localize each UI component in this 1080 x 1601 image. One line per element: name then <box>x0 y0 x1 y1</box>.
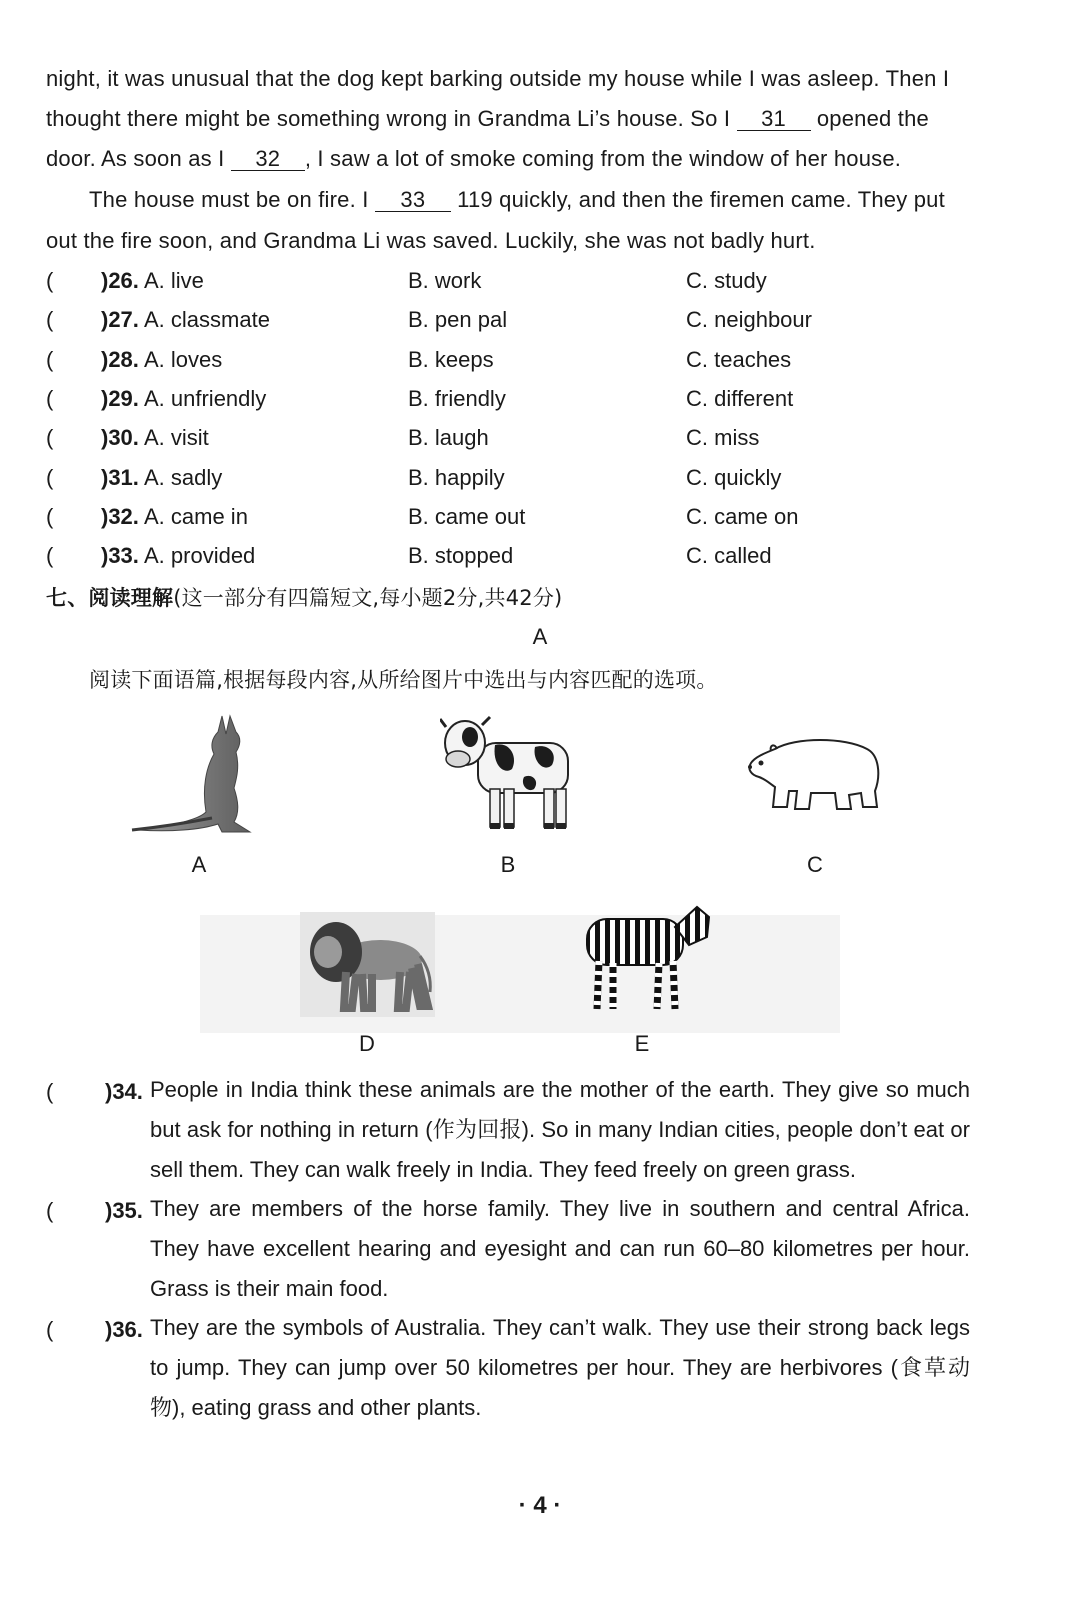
kangaroo-icon <box>130 708 290 843</box>
lion-icon <box>300 912 435 1017</box>
passage-text: door. As soon as I <box>46 146 231 171</box>
option-c: C. came on <box>686 504 799 529</box>
question-row <box>46 425 1046 455</box>
option-b: B. keeps <box>408 347 494 372</box>
section-title: 七、阅读理解 <box>46 586 174 610</box>
blank-31: 31 <box>737 108 811 131</box>
answer-paren[interactable]: ( <box>46 347 54 372</box>
option-b: B. laugh <box>408 425 489 450</box>
option-a: A. sadly <box>144 465 223 490</box>
answer-paren[interactable]: ( <box>46 268 54 293</box>
option-c: C. study <box>686 268 767 293</box>
passage-text: opened the <box>810 106 929 131</box>
question-row <box>46 307 1046 337</box>
option-a: A. live <box>144 268 204 293</box>
question-number: )26. <box>101 268 139 293</box>
question-number: )28. <box>101 347 139 372</box>
question-number: )35. <box>105 1198 143 1223</box>
image-label-d: D <box>359 1031 375 1056</box>
cow-icon <box>440 713 575 833</box>
question-row <box>46 268 1046 298</box>
option-b: B. friendly <box>408 386 506 411</box>
part-label: A <box>532 624 548 649</box>
option-a: A. provided <box>144 543 256 568</box>
option-b: B. work <box>408 268 482 293</box>
question-text: People in India think these animals are the mother of the earth. They give so much but ask for nothing in return (作为回报). So in many Indian cities, people don’t eat or sell them. They can walk freely in India. They feed freely on green grass. <box>150 1077 970 1182</box>
option-b: B. happily <box>408 465 505 490</box>
reading-question-34 <box>46 1079 976 1199</box>
page-number: · 4 · <box>518 1492 562 1519</box>
answer-paren[interactable]: ( <box>46 1317 54 1342</box>
question-number: )36. <box>105 1317 143 1342</box>
option-b: B. came out <box>408 504 526 529</box>
polar-bear-icon <box>745 735 885 815</box>
passage-line-4 <box>89 187 945 213</box>
option-c: C. miss <box>686 425 760 450</box>
answer-paren[interactable]: ( <box>46 1198 54 1223</box>
option-c: C. different <box>686 386 794 411</box>
reading-question-35 <box>46 1198 976 1318</box>
question-number: )27. <box>101 307 139 332</box>
passage-line-5: out the fire soon, and Grandma Li was saved. Luckily, she was not badly hurt. <box>46 228 816 253</box>
reading-question-36 <box>46 1317 976 1437</box>
option-c: C. called <box>686 543 772 568</box>
option-b: B. stopped <box>408 543 514 568</box>
passage-line-2 <box>46 106 929 132</box>
question-row <box>46 347 1046 377</box>
option-c: C. neighbour <box>686 307 812 332</box>
option-c: C. teaches <box>686 347 792 372</box>
answer-paren[interactable]: ( <box>46 465 54 490</box>
question-text: They are members of the horse family. They live in southern and central Africa. They have excellent hearing and eyesight and can run 60–80 kilometres per hour. Grass is their main food. <box>150 1196 970 1301</box>
answer-paren[interactable]: ( <box>46 543 54 568</box>
question-number: )31. <box>101 465 139 490</box>
image-label-b: B <box>500 852 516 877</box>
option-a: A. classmate <box>144 307 270 332</box>
section-subtitle: (这一部分有四篇短文,每小题2分,共42分) <box>173 586 563 610</box>
section-heading <box>46 582 562 612</box>
passage-text: 119 quickly, and then the firemen came. They put <box>450 187 945 212</box>
image-label-e: E <box>634 1031 650 1056</box>
image-label-c: C <box>807 852 823 877</box>
question-number: )30. <box>101 425 139 450</box>
question-number: )34. <box>105 1079 143 1104</box>
answer-paren[interactable]: ( <box>46 386 54 411</box>
passage-text: , I saw a lot of smoke coming from the window of her house. <box>304 146 902 171</box>
photo-backdrop <box>200 915 840 1033</box>
option-a: A. came in <box>144 504 248 529</box>
question-row <box>46 504 1046 534</box>
question-row <box>46 543 1046 573</box>
question-number: )29. <box>101 386 139 411</box>
answer-paren[interactable]: ( <box>46 504 54 529</box>
blank-32: 32 <box>231 148 305 171</box>
option-a: A. loves <box>144 347 223 372</box>
passage-text: thought there might be something wrong in Grandma Li’s house. So I <box>46 106 737 131</box>
option-a: A. unfriendly <box>144 386 267 411</box>
zebra-icon <box>585 905 715 1015</box>
passage-text: The house must be on fire. I <box>89 187 375 212</box>
question-text: They are the symbols of Australia. They can’t walk. They use their strong back legs to jump. They can jump over 50 kilometres per hour. They are herbivores (食草动物), eating grass and other plants. <box>150 1315 970 1420</box>
blank-33: 33 <box>375 189 451 212</box>
question-number: )33. <box>101 543 139 568</box>
question-row <box>46 386 1046 416</box>
passage-line-1: night, it was unusual that the dog kept barking outside my house while I was asleep. Then I <box>46 66 950 91</box>
option-b: B. pen pal <box>408 307 508 332</box>
option-c: C. quickly <box>686 465 782 490</box>
answer-paren[interactable]: ( <box>46 1079 54 1104</box>
passage-line-3 <box>46 146 901 172</box>
option-a: A. visit <box>144 425 209 450</box>
answer-paren[interactable]: ( <box>46 425 54 450</box>
question-row <box>46 465 1046 495</box>
answer-paren[interactable]: ( <box>46 307 54 332</box>
image-label-a: A <box>191 852 207 877</box>
question-number: )32. <box>101 504 139 529</box>
instruction: 阅读下面语篇,根据每段内容,从所给图片中选出与内容匹配的选项。 <box>89 668 718 692</box>
